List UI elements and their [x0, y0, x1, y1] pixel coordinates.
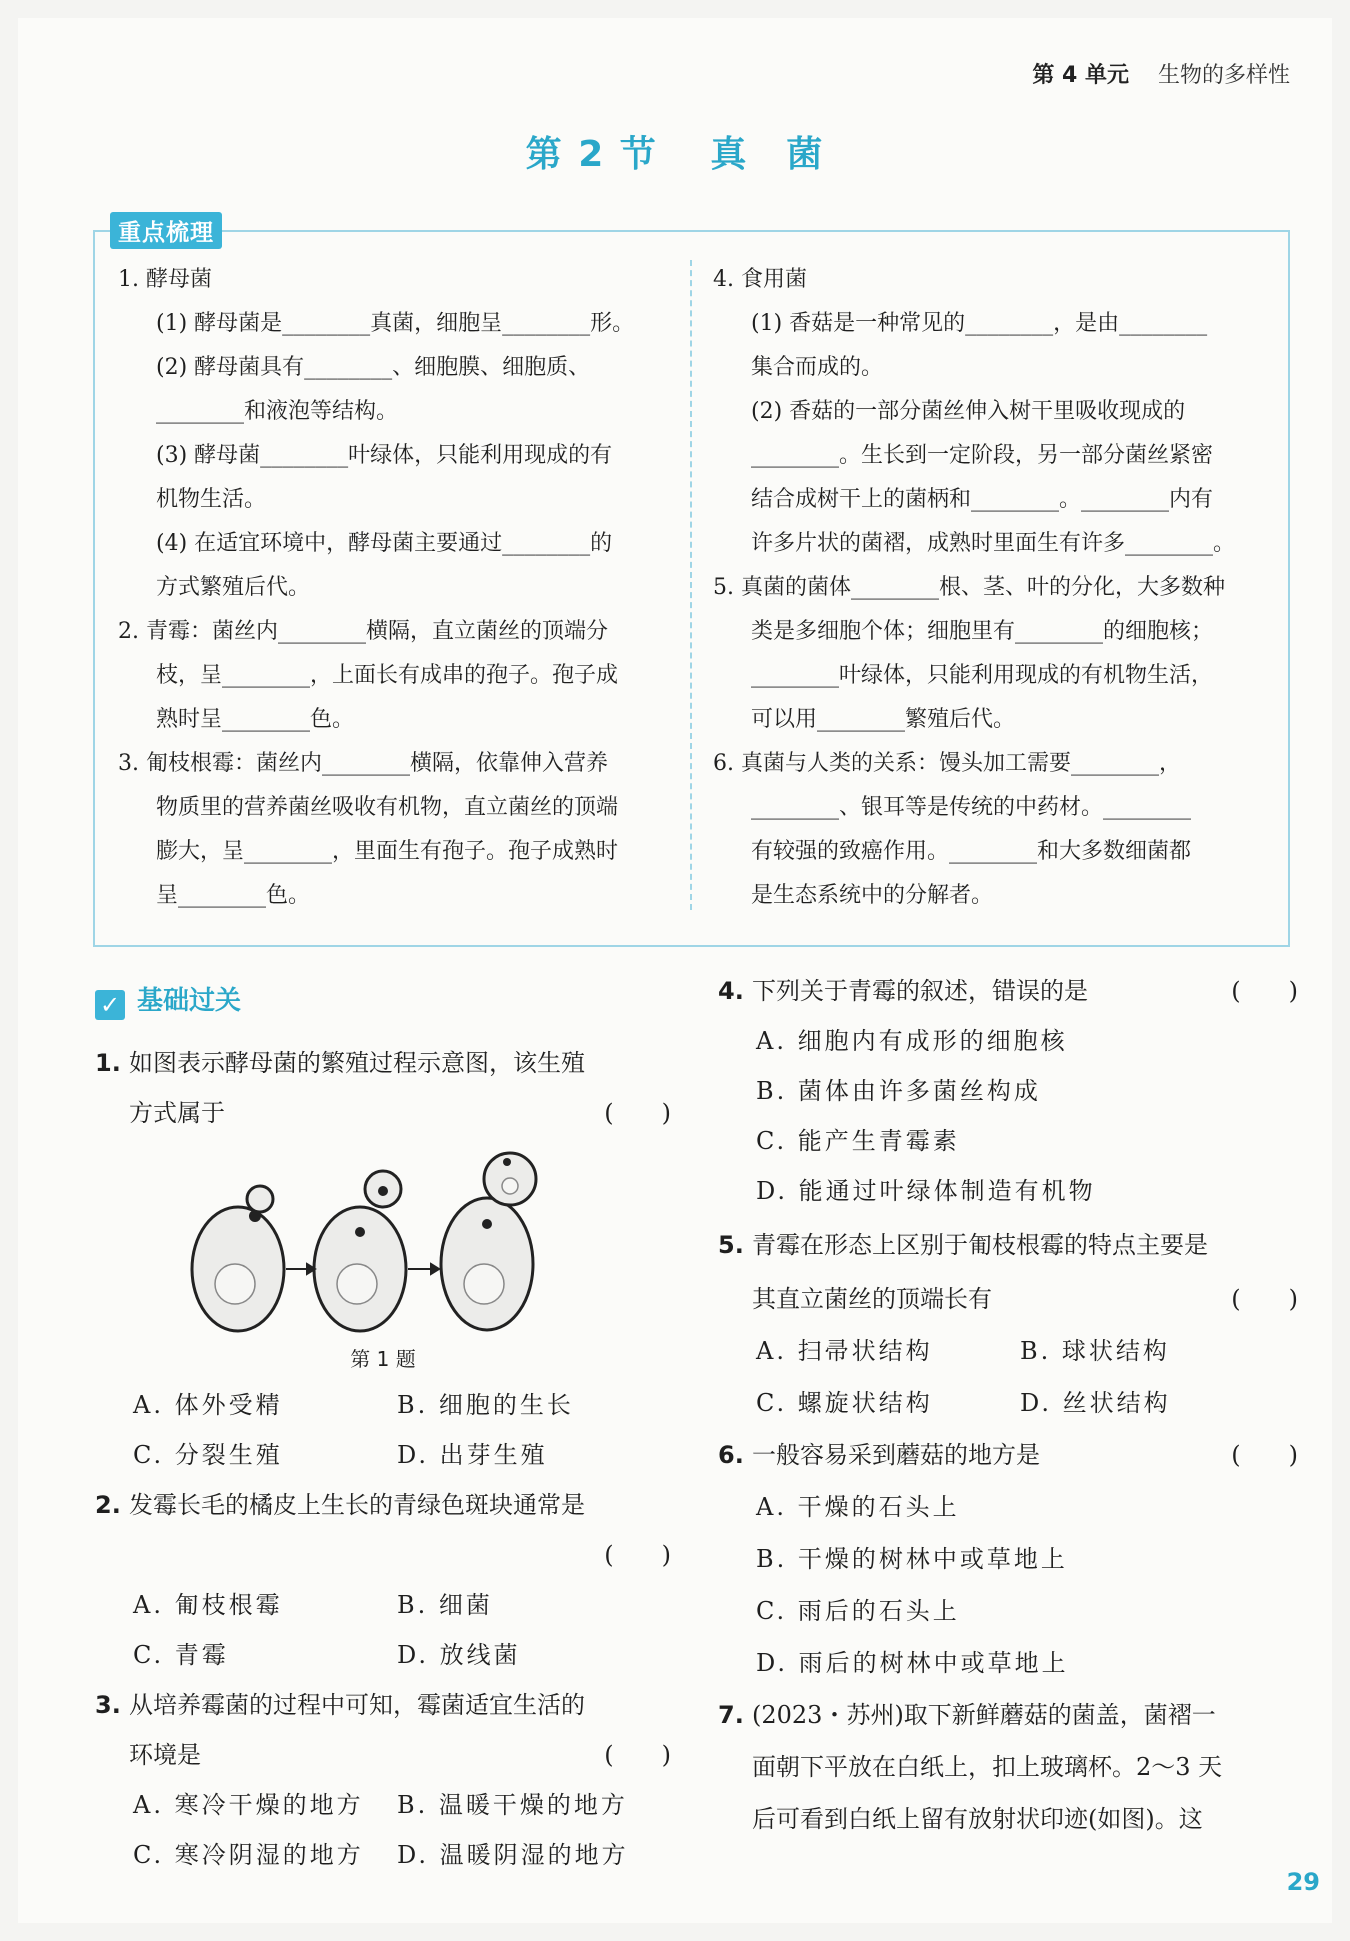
practice-heading [95, 980, 241, 1020]
right-line: 有较强的致癌作用。________和大多数细菌都 [751, 839, 1192, 864]
yeast-budding-figure [95, 1144, 671, 1344]
right-line: 许多片状的菌褶，成熟时里面生有许多________。 [751, 531, 1236, 556]
q3-options-row1 [95, 1780, 671, 1830]
q5-options-row2 [718, 1378, 1298, 1428]
q7-text-2: 面朝下平放在白纸上，扣上玻璃杯。2～3 天 [752, 1753, 1223, 1781]
left-line: (4) 在适宜环境中，酵母菌主要通过________的 [156, 531, 613, 556]
left-line: 方式繁殖后代。 [156, 575, 311, 600]
q4-text: 下列关于青霉的叙述，错误的是 [752, 977, 1088, 1005]
q1-text-2: 方式属于 [129, 1099, 225, 1127]
figure-1-caption: 第 1 题 [350, 1347, 416, 1371]
right-line: 是生态系统中的分解者。 [751, 883, 994, 908]
q6-number: 6. [718, 1441, 744, 1469]
right-line: (2) 香菇的一部分菌丝伸入树干里吸收现成的 [751, 399, 1186, 424]
q3-number: 3. [95, 1691, 121, 1719]
q7-number: 7. [718, 1701, 744, 1729]
section-number: 第 2 节 [525, 134, 658, 175]
q5-number: 5. [718, 1231, 744, 1259]
q2-line2 [95, 1530, 671, 1580]
q4-line1 [718, 966, 1298, 1016]
right-line: (1) 香菇是一种常见的________，是由________ [751, 311, 1208, 336]
right-line: ________。生长到一定阶段，另一部分菌丝紧密 [751, 443, 1214, 468]
q2-option-c[interactable]: C. 青霉 [133, 1641, 229, 1669]
right-line: ________、银耳等是传统的中药材。________ [751, 795, 1192, 820]
q5-option-d[interactable]: D. 丝状结构 [1020, 1389, 1171, 1417]
q3-text-2: 环境是 [129, 1741, 201, 1769]
q7-text-3: 后可看到白纸上留有放射状印迹(如图)。这 [752, 1805, 1203, 1833]
q3-option-b[interactable]: B. 温暖干燥的地方 [397, 1791, 628, 1819]
q5-options-row1 [718, 1326, 1298, 1376]
q2-text: 发霉长毛的橘皮上生长的青绿色斑块通常是 [129, 1491, 585, 1519]
left-line: 机物生活。 [156, 487, 267, 512]
left-line: (2) 酵母菌具有________、细胞膜、细胞质、 [156, 355, 591, 380]
q3-line2 [95, 1730, 671, 1780]
q1-option-a[interactable]: A. 体外受精 [133, 1391, 283, 1419]
summary-right-column [713, 258, 1261, 918]
q6-line1 [718, 1430, 1298, 1480]
q1-line1 [95, 1038, 671, 1088]
q3-option-c[interactable]: C. 寒冷阴湿的地方 [133, 1841, 364, 1869]
q5-text-2: 其直立菌丝的顶端长有 [752, 1285, 992, 1313]
questions-right [718, 966, 1298, 1844]
q3-option-a[interactable]: A. 寒冷干燥的地方 [133, 1791, 364, 1819]
q4-number: 4. [718, 977, 744, 1005]
q3-answer-bracket: ( ) [604, 1741, 671, 1769]
q4-answer-bracket: ( ) [1231, 977, 1298, 1005]
left-line: 2. 青霉：菌丝内________横隔，直立菌丝的顶端分 [118, 619, 608, 644]
q2-options-row2 [95, 1630, 671, 1680]
q1-line2 [95, 1088, 671, 1138]
left-line: 物质里的营养菌丝吸收有机物，直立菌丝的顶端 [156, 795, 619, 820]
left-line: (1) 酵母菌是________真菌，细胞呈________形。 [156, 311, 635, 336]
left-line: 枝，呈________，上面长有成串的孢子。孢子成 [156, 663, 619, 688]
right-line: 可以用________繁殖后代。 [751, 707, 1016, 732]
left-line: 膨大，呈________，里面生有孢子。孢子成熟时 [156, 839, 619, 864]
q1-option-d[interactable]: D. 出芽生殖 [397, 1441, 548, 1469]
left-line: 1. 酵母菌 [118, 267, 212, 292]
q1-option-c[interactable]: C. 分裂生殖 [133, 1441, 283, 1469]
unit-label: 第 4 单元 [1032, 63, 1129, 88]
questions-left [95, 1038, 671, 1880]
right-line: 5. 真菌的菌体________根、茎、叶的分化，大多数种 [713, 575, 1225, 600]
q3-line1 [95, 1680, 671, 1730]
q3-option-d[interactable]: D. 温暖阴湿的地方 [397, 1841, 629, 1869]
q4-option-a[interactable]: A. 细胞内有成形的细胞核 [756, 1027, 1068, 1055]
right-line: 结合成树干上的菌柄和________。________内有 [751, 487, 1214, 512]
q4-option-d[interactable]: D. 能通过叶绿体制造有机物 [756, 1177, 1096, 1205]
q2-option-b[interactable]: B. 细菌 [397, 1591, 493, 1619]
running-header [1032, 58, 1290, 89]
q1-options-row2 [95, 1430, 671, 1480]
section-name: 真 菌 [710, 134, 825, 175]
right-line: ________叶绿体，只能利用现成的有机物生活， [751, 663, 1214, 688]
q3-text: 从培养霉菌的过程中可知，霉菌适宜生活的 [129, 1691, 585, 1719]
column-divider [690, 260, 692, 910]
right-line: 集合而成的。 [751, 355, 884, 380]
q6-option-a[interactable]: A. 干燥的石头上 [756, 1493, 960, 1521]
right-line: 类是多细胞个体；细胞里有________的细胞核； [751, 619, 1214, 644]
left-line: 3. 匍枝根霉：菌丝内________横隔，依靠伸入营养 [118, 751, 608, 776]
q1-text: 如图表示酵母菌的繁殖过程示意图，该生殖 [129, 1049, 585, 1077]
q2-option-a[interactable]: A. 匍枝根霉 [133, 1591, 283, 1619]
q1-answer-bracket: ( ) [604, 1099, 671, 1127]
q5-option-a[interactable]: A. 扫帚状结构 [756, 1337, 933, 1365]
q3-options-row2 [95, 1830, 671, 1880]
left-line: ________和液泡等结构。 [156, 399, 399, 424]
q5-option-c[interactable]: C. 螺旋状结构 [756, 1389, 933, 1417]
q5-option-b[interactable]: B. 球状结构 [1020, 1337, 1170, 1365]
yeast-budding-diagram [95, 1144, 671, 1344]
practice-heading-text: 基础过关 [137, 986, 242, 1016]
q6-answer-bracket: ( ) [1231, 1441, 1298, 1469]
left-line: (3) 酵母菌________叶绿体，只能利用现成的有 [156, 443, 613, 468]
right-line: 6. 真菌与人类的关系：馒头加工需要________， [713, 751, 1181, 776]
q2-option-d[interactable]: D. 放线菌 [397, 1641, 521, 1669]
checkbox-icon: ✓ [95, 990, 125, 1020]
q2-line1 [95, 1480, 671, 1530]
left-line: 熟时呈________色。 [156, 707, 355, 732]
q5-line2 [718, 1274, 1298, 1324]
q4-option-c[interactable]: C. 能产生青霉素 [756, 1127, 960, 1155]
page-title [0, 126, 1350, 177]
left-line: 呈________色。 [156, 883, 311, 908]
q1-number: 1. [95, 1049, 121, 1077]
q5-text: 青霉在形态上区别于匍枝根霉的特点主要是 [752, 1231, 1208, 1259]
q7-line1 [718, 1690, 1298, 1740]
q4-option-b[interactable]: B. 菌体由许多菌丝构成 [756, 1077, 1041, 1105]
summary-left-column [118, 258, 666, 918]
q6-option-b[interactable]: B. 干燥的树林中或草地上 [756, 1545, 1068, 1573]
q7-text: (2023・苏州)取下新鲜蘑菇的菌盖，菌褶一 [752, 1701, 1216, 1729]
q5-line1 [718, 1220, 1298, 1270]
q6-option-d[interactable]: D. 雨后的树林中或草地上 [756, 1649, 1069, 1677]
q1-options-row1 [95, 1380, 671, 1430]
q6-option-c[interactable]: C. 雨后的石头上 [756, 1597, 960, 1625]
q2-answer-bracket: ( ) [604, 1541, 671, 1569]
page-number: 29 [1286, 1868, 1320, 1896]
q6-text: 一般容易采到蘑菇的地方是 [752, 1441, 1040, 1469]
q1-option-b[interactable]: B. 细胞的生长 [397, 1391, 574, 1419]
q2-number: 2. [95, 1491, 121, 1519]
q5-answer-bracket: ( ) [1231, 1285, 1298, 1313]
right-line: 4. 食用菌 [713, 267, 807, 292]
subject-label: 生物的多样性 [1157, 63, 1290, 88]
key-points-tag: 重点梳理 [110, 212, 222, 249]
q2-options-row1 [95, 1580, 671, 1630]
